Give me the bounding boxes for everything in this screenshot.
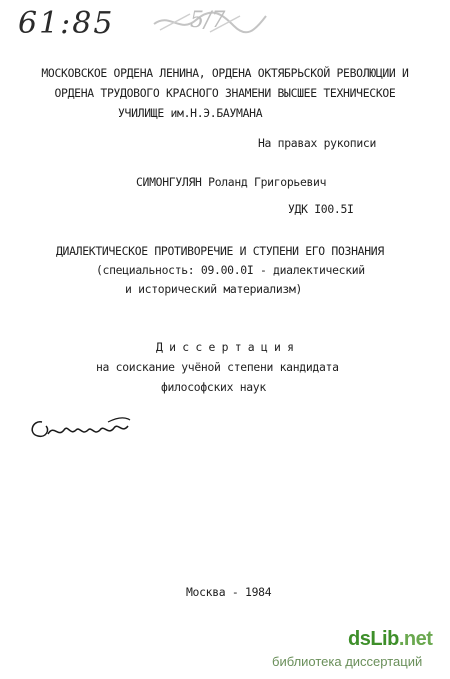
dissertation-heading: Д и с с е р т а ц и я [156, 340, 294, 354]
specialty-line-1: (специальность: 09.00.0I - диалектический [96, 263, 365, 277]
stamp-text: 5/7 [190, 8, 226, 33]
dslib-logo-lib: Lib [370, 628, 399, 650]
dslib-logo-net: .net [398, 628, 433, 650]
author-name: СИМОНГУЛЯН Роланд Григорьевич [136, 175, 327, 189]
degree-line-1: на соискание учёной степени кандидата [96, 360, 339, 374]
place-year: Москва - 1984 [186, 585, 272, 599]
dissertation-title: ДИАЛЕКТИЧЕСКОЕ ПРОТИВОРЕЧИЕ И СТУПЕНИ ЕГО ПОЗНАНИЯ [56, 244, 384, 258]
handwritten-number: 61:85 [18, 6, 115, 41]
institution-line-2: ОРДЕНА ТРУДОВОГО КРАСНОГО ЗНАМЕНИ ВЫСШЕЕ ТЕХНИЧЕСКОЕ [54, 86, 396, 100]
specialty-line-2: и исторический материализм) [125, 282, 303, 296]
dslib-logo [348, 628, 432, 651]
degree-line-2: философских наук [161, 380, 266, 394]
signature-icon [24, 408, 144, 448]
institution-line-3: УЧИЛИЩЕ им.Н.Э.БАУМАНА [118, 106, 263, 120]
dslib-caption: библиотека диссертаций [272, 654, 423, 669]
library-stamp [150, 8, 270, 38]
author-signature [24, 408, 144, 448]
institution-line-1: МОСКОВСКОЕ ОРДЕНА ЛЕНИНА, ОРДЕНА ОКТЯБРЬСКОЙ РЕВОЛЮЦИИ И [41, 66, 409, 80]
udk-code: УДК I00.5I [288, 202, 354, 216]
dslib-logo-ds: ds [348, 628, 371, 650]
manuscript-rights: На правах рукописи [258, 136, 377, 150]
